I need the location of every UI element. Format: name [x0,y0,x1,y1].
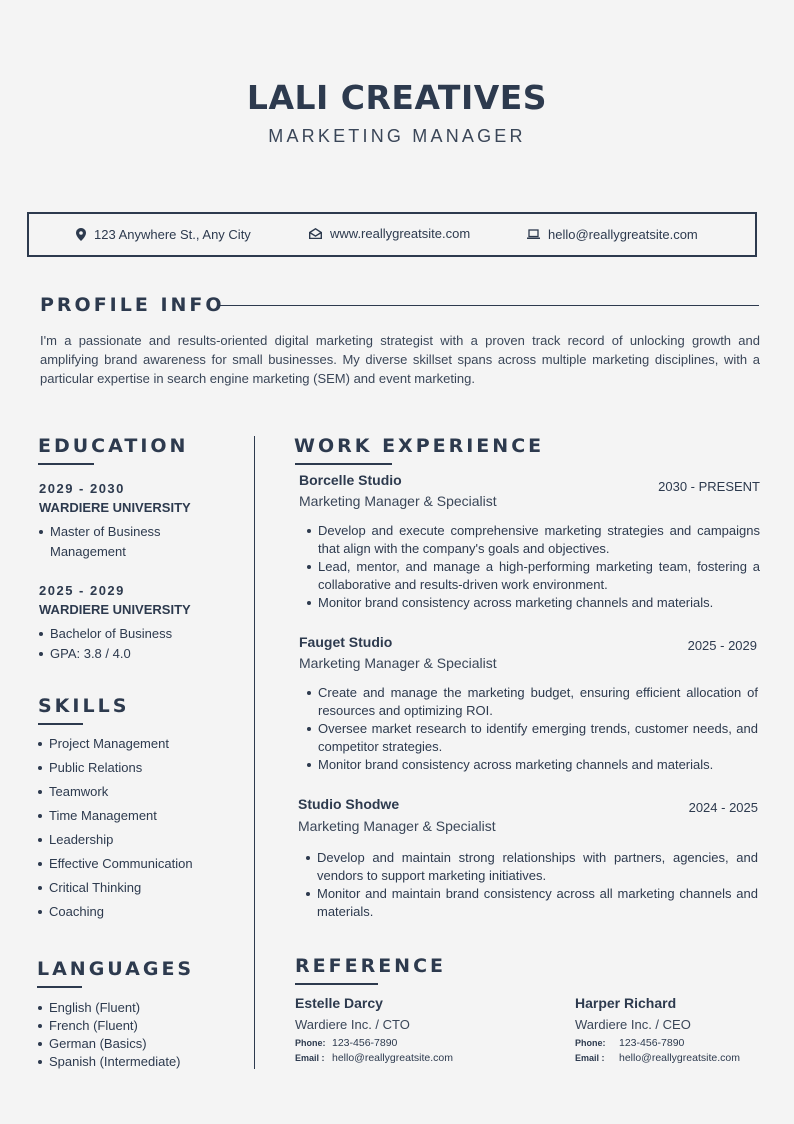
contact-website[interactable] [309,226,470,241]
contact-address [76,227,251,242]
education-underline [38,463,94,465]
job-bullets [307,522,760,612]
contact-email[interactable] [527,227,698,242]
work-heading: WORK EXPERIENCE [294,435,545,457]
languages-list [38,999,248,1071]
email-label: Email : [575,1053,605,1063]
reference-email [575,1052,765,1064]
email-value[interactable]: hello@reallygreatsite.com [332,1052,453,1064]
phone-value: 123-456-7890 [332,1037,398,1049]
list-item: Bachelor of Business [39,624,239,644]
reference-phone [575,1037,765,1049]
education-years: 2029 - 2030 [39,481,125,496]
list-item: Lead, mentor, and manage a high-performing marketing team, fostering a collaborative and results-driven work environment. [307,558,760,594]
skills-list [38,732,248,924]
list-item: Public Relations [38,756,248,780]
job-company: Studio Shodwe [298,796,400,812]
education-school: WARDIERE UNIVERSITY [39,500,191,515]
job-dates: 2025 - 2029 [687,638,757,653]
reference-name: Estelle Darcy [295,995,383,1011]
reference-name: Harper Richard [575,995,677,1011]
list-item: Monitor brand consistency across marketing channels and materials. [307,594,760,612]
list-item: Monitor brand consistency across marketing channels and materials. [307,756,758,774]
resume-role: MARKETING MANAGER [268,126,526,146]
job-title: Marketing Manager & Specialist [299,493,497,509]
list-item: Create and manage the marketing budget, ensuring efficient allocation of resources and optimizing ROI. [307,684,758,720]
list-item: French (Fluent) [38,1017,248,1035]
education-details [39,522,189,562]
skills-heading: SKILLS [38,695,130,717]
list-item: Effective Communication [38,852,248,876]
job-bullets [307,684,758,774]
profile-divider [218,305,759,306]
phone-value: 123-456-7890 [619,1037,685,1049]
job-title: Marketing Manager & Specialist [299,655,497,671]
profile-text: I'm a passionate and results-oriented digital marketing strategist with a proven track record of unlocking growth and amplifying brand awareness for small businesses. My diverse skillset spans across multiple marketing disciplines, with a particular expertise in search engine marketing (SEM) and event marketing. [40,333,760,386]
envelope-open-icon [309,228,322,239]
job-company: Borcelle Studio [299,472,402,488]
list-item: German (Basics) [38,1035,248,1053]
resume-name: LALI CREATIVES [246,78,548,117]
profile-heading: PROFILE INFO [40,294,225,316]
list-item: Leadership [38,828,248,852]
reference-email [295,1052,545,1064]
website-text: www.reallygreatsite.com [330,226,471,241]
reference-card [295,995,545,1064]
email-label: Email : [295,1053,325,1063]
address-text: 123 Anywhere St., Any City [94,227,251,242]
email-value[interactable]: hello@reallygreatsite.com [619,1052,740,1064]
phone-label: Phone: [575,1038,606,1048]
list-item: Oversee market research to identify emerging trends, customer needs, and competitor strategies. [307,720,758,756]
map-pin-icon [76,228,86,241]
list-item: Coaching [38,900,248,924]
work-underline [295,463,392,465]
contact-bar [27,212,757,257]
list-item: Spanish (Intermediate) [38,1053,248,1071]
column-divider [254,436,255,1069]
list-item: English (Fluent) [38,999,248,1017]
list-item: Teamwork [38,780,248,804]
list-item: Time Management [38,804,248,828]
job-company: Fauget Studio [299,634,393,650]
reference-heading: REFERENCE [295,955,447,977]
education-years: 2025 - 2029 [39,583,125,598]
education-heading: EDUCATION [38,435,189,457]
list-item: Critical Thinking [38,876,248,900]
list-item: Monitor and maintain brand consistency across all marketing channels and materials. [306,885,758,921]
job-title: Marketing Manager & Specialist [298,818,496,834]
languages-heading: LANGUAGES [37,958,195,980]
list-item: Project Management [38,732,248,756]
education-school: WARDIERE UNIVERSITY [39,602,191,617]
list-item: Develop and execute comprehensive marketing strategies and campaigns that align with the company's goals and objectives. [307,522,760,558]
reference-card [575,995,765,1064]
reference-org: Wardiere Inc. / CTO [295,1017,410,1032]
skills-underline [38,723,83,725]
laptop-icon [527,229,540,240]
list-item: GPA: 3.8 / 4.0 [39,644,239,664]
education-details [39,624,239,664]
languages-underline [37,986,82,988]
phone-label: Phone: [295,1038,326,1048]
list-item: Master of Business Management [39,522,189,562]
job-dates: 2024 - 2025 [688,800,758,815]
email-text: hello@reallygreatsite.com [548,227,698,242]
list-item: Develop and maintain strong relationships with partners, agencies, and vendors to support marketing initiatives. [306,849,758,885]
job-dates: 2030 - PRESENT [658,479,760,494]
reference-org: Wardiere Inc. / CEO [575,1017,691,1032]
reference-phone [295,1037,545,1049]
job-bullets [306,849,758,921]
reference-underline [295,983,378,985]
